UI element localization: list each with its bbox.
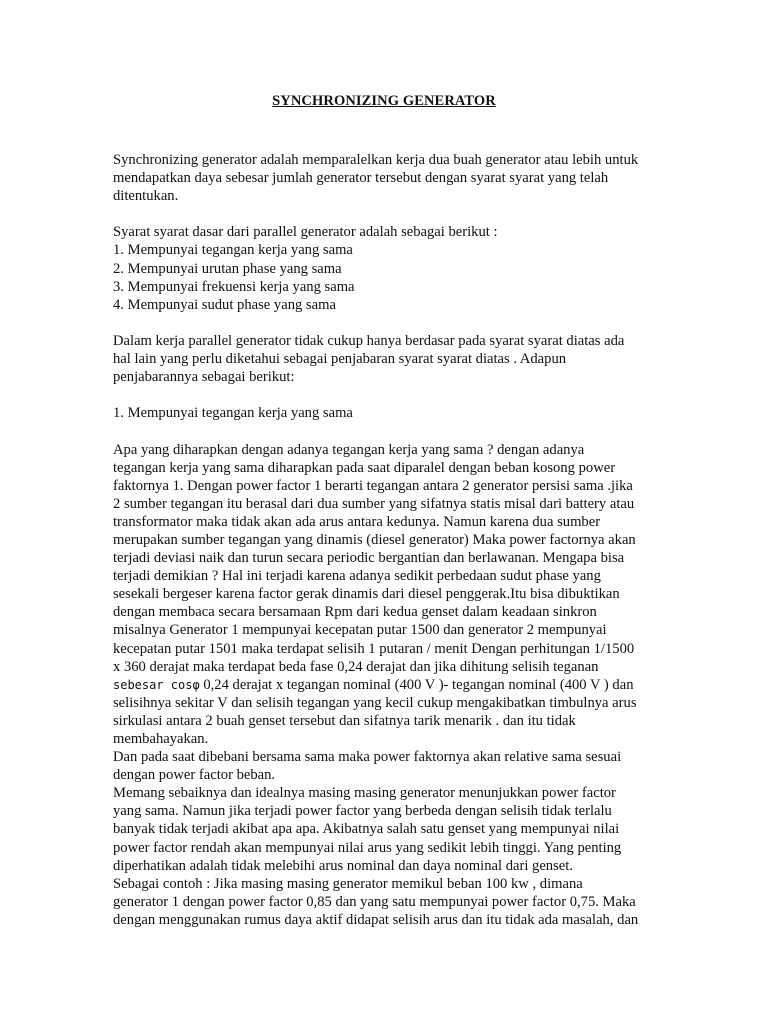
requirement-item: 4. Mempunyai sudut phase yang sama [113,296,336,313]
text-line: membahayakan. [113,731,209,747]
text-line: hal lain yang perlu diketahui sebagai penjabaran syarat syarat diatas . Adapun [113,351,567,368]
text-line: kecepatan putar 1501 maka terdapat selisih 1 putaran / menit Dengan perhitungan 1/1500 [113,640,635,657]
text-line: sirkulasi antara 2 buah genset tersebut dan sifatnya tarik menarik . dan itu tidak [113,712,576,729]
requirements-intro: Syarat syarat dasar dari parallel generator adalah sebagai berikut : [113,224,498,241]
explanation-paragraph [113,332,673,386]
text-line: terjadi demikian ? Hal ini terjadi karena adanya sedikit perbedaan sudut phase yang [113,568,601,585]
text-line: Synchronizing generator adalah memparalelkan kerja dua buah generator atau lebih untuk [113,152,639,168]
formula-mono-text: sebesar cosφ [113,677,200,692]
text-line: terjadi deviasi naik dan turun secara periodic bergantian dan berlawanan. Mengapa bisa [113,550,625,567]
document-title: SYNCHRONIZING GENERATOR [272,93,496,109]
text-line: x 360 derajat maka terdapat beda fase 0,24 derajat dan jika dihitung selisih teganan [113,658,599,675]
text-line: Apa yang diharapkan dengan adanya tegangan kerja yang sama ? dengan adanya [113,441,585,458]
text-line: diperhatikan adalah tidak melebihi arus nominal dan daya nominal dari genset. [113,857,573,874]
requirement-item: 3. Mempunyai frekuensi kerja yang sama [113,278,355,295]
section-heading: 1. Mempunyai tegangan kerja yang sama [113,405,353,422]
text-line: Dan pada saat dibebani bersama sama maka power faktornya akan relative sama sesuai [113,749,622,766]
text-line: ditentukan. [113,188,179,205]
text-line: tegangan kerja yang sama diharapkan pada saat diparalel dengan beban kosong power [113,459,616,476]
paragraph-gap [113,386,673,404]
text-line: sesekali bergeser karena factor gerak dinamis dari diesel penggerak.Itu bisa dibuktikan [113,586,620,603]
section-heading-paragraph [113,404,673,422]
text-line: Memang sebaiknya dan idealnya masing masing generator menunjukkan power factor [113,785,616,802]
intro-paragraph [113,151,673,205]
text-line: faktornya 1. Dengan power factor 1 berarti tegangan antara 2 generator persisi sama .jika [113,477,633,494]
formula-line [113,676,673,694]
text-line: banyak tidak terjadi akibat apa apa. Akibatnya salah satu genset yang mempunyai nilai [113,821,620,838]
text-line: mendapatkan daya sebesar jumlah generator tersebut dengan syarat syarat yang telah [113,170,609,187]
text-line: 2 sumber tegangan itu berasal dari dua sumber yang sifatnya statis misal dari battery atau [113,495,635,512]
text-line: misalnya Generator 1 mempunyai kecepatan putar 1500 dan generator 2 mempunyai [113,622,607,639]
requirement-item: 1. Mempunyai tegangan kerja yang sama [113,242,353,259]
text-line: dengan membaca secara bersamaan Rpm dari kedua genset dalam keadaan sinkron [113,604,597,621]
requirements-paragraph [113,223,673,313]
text-line: Sebagai contoh : Jika masing masing generator memikul beban 100 kw , dimana [113,875,583,892]
text-line: generator 1 dengan power factor 0,85 dan yang satu mempunyai power factor 0,75. Maka [113,893,636,910]
text-line: selisihnya sekitar V dan selisih tegangan yang kecil cukup mengakibatkan timbulnya arus [113,694,637,711]
document-body [113,151,673,929]
formula-rest-text: 0,24 derajat x tegangan nominal (400 V )- tegangan nominal (400 V ) dan [199,676,634,693]
text-line: merupakan sumber tegangan yang dinamis (diesel generator) Maka power factornya akan [113,531,636,548]
paragraph-gap [113,314,673,332]
paragraph-gap [113,422,673,440]
text-line: dengan menggunakan rumus daya aktif didapat selisih arus dan itu tidak ada masalah, dan [113,911,639,928]
text-line: Dalam kerja parallel generator tidak cukup hanya berdasar pada syarat syarat diatas ada [113,332,625,349]
paragraph-gap [113,205,673,223]
section-body [113,441,673,930]
text-line: dengan power factor beban. [113,767,276,784]
text-line: power factor rendah akan mempunyai nilai arus yang sedikit lebih tinggi. Yang penting [113,839,622,856]
requirement-item: 2. Mempunyai urutan phase yang sama [113,260,342,277]
text-line: transformator maka tidak akan ada arus antara kedunya. Namun karena dua sumber [113,513,601,530]
text-line: yang sama. Namun jika terjadi power factor yang berbeda dengan selisih tidak terlalu [113,803,612,820]
text-line: penjabarannya sebagai berikut: [113,369,295,386]
